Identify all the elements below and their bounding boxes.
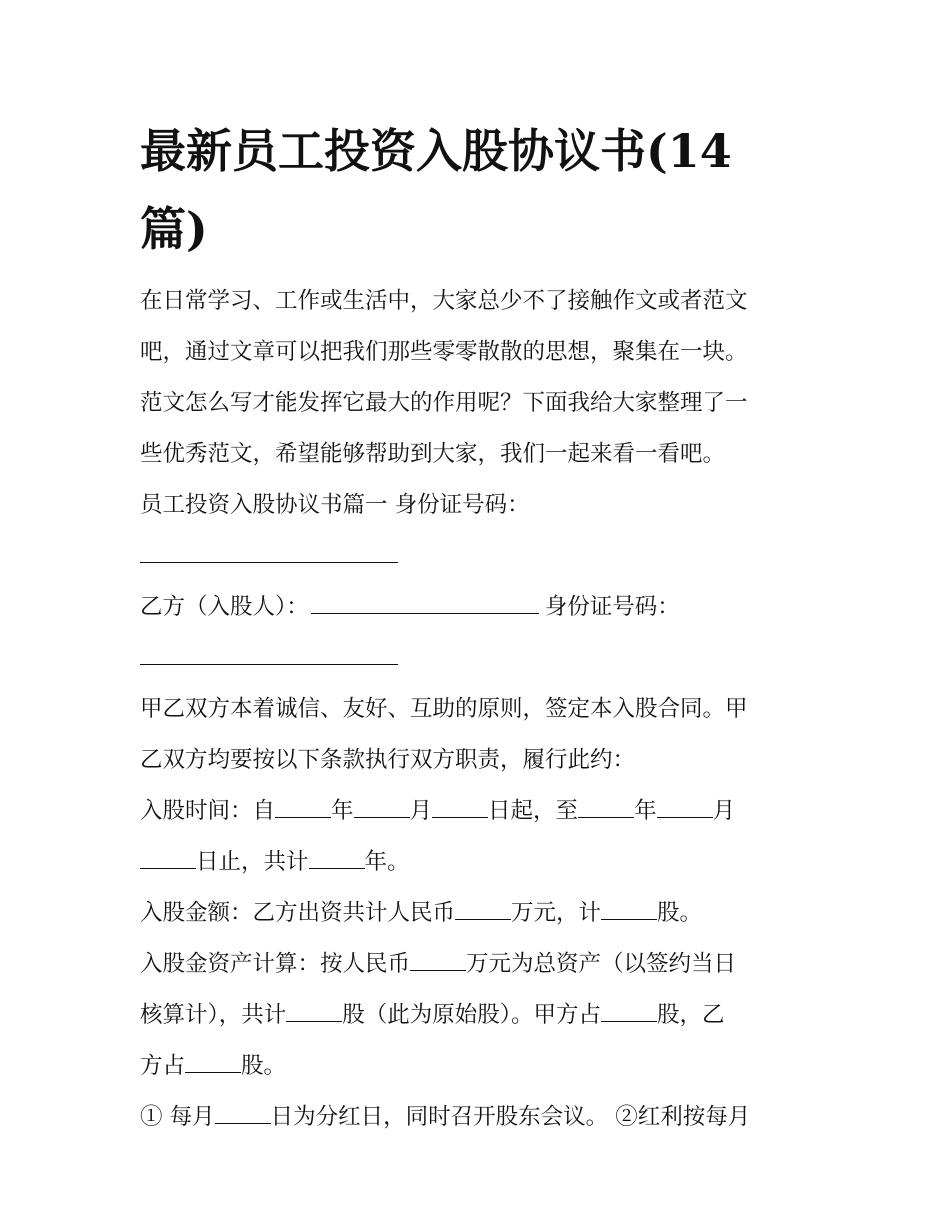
fill-in-blank	[185, 1071, 241, 1073]
asset-line2-a: 核算计），共计	[140, 1002, 287, 1028]
asset-label: 入股金资产计算：按人民币	[140, 951, 411, 977]
title-line-2: 篇)	[140, 202, 208, 256]
intro-line: 些优秀范文，希望能够帮助到大家，我们一起来看一看吧。	[140, 441, 726, 467]
id-label: 身份证号码：	[544, 594, 680, 620]
blank-line-id-a	[140, 531, 820, 582]
time-month-2: 月	[712, 798, 736, 824]
asset-line3-b: 股。	[241, 1053, 287, 1079]
fill-in-blank	[354, 816, 410, 818]
asset-clause-line-2	[140, 990, 820, 1041]
fill-in-blank	[410, 969, 466, 971]
amount-clause-line	[140, 888, 820, 939]
dividend-a: ① 每月	[140, 1104, 215, 1130]
time-day-start: 日起，至	[488, 798, 579, 824]
intro-line: 范文怎么写才能发挥它最大的作用呢？下面我给大家整理了一	[140, 390, 748, 416]
amount-label: 入股金额：乙方出资共计人民币	[140, 900, 456, 926]
document-title	[140, 112, 820, 268]
fill-in-blank	[657, 816, 713, 818]
fill-in-blank	[275, 816, 331, 818]
dividend-b: 日为分红日，同时召开股东会议。 ②红利按每月	[270, 1104, 751, 1130]
intro-line: 在日常学习、工作或生活中，大家总少不了接触作文或者范文	[140, 288, 748, 314]
fill-in-blank	[140, 867, 196, 869]
time-clause-line-2	[140, 837, 820, 888]
principle-line: 甲乙双方本着诚信、友好、互助的原则，签定本入股合同。甲	[140, 696, 748, 722]
fill-in-blank	[601, 1020, 657, 1022]
fill-in-blank	[215, 1122, 271, 1124]
section-heading: 员工投资入股协议书篇一 身份证号码：	[140, 492, 530, 518]
fill-in-blank	[601, 918, 657, 920]
fill-in-blank	[140, 561, 398, 563]
intro-line: 吧，通过文章可以把我们那些零零散散的思想，聚集在一块。	[140, 339, 748, 365]
time-year-2: 年	[634, 798, 657, 824]
dividend-clause-line	[140, 1092, 820, 1143]
time-month: 月	[409, 798, 433, 824]
fill-in-blank	[432, 816, 488, 818]
asset-line2-b: 股（此为原始股）。甲方占	[342, 1002, 602, 1028]
time-year: 年	[331, 798, 354, 824]
asset-line2-c: 股，乙	[657, 1002, 725, 1028]
blank-line-id-b	[140, 633, 820, 684]
time-clause-line-1	[140, 786, 820, 837]
fill-in-blank	[140, 663, 398, 665]
principle-line: 乙双方均要按以下条款执行双方职责，履行此约：	[140, 747, 636, 773]
fill-in-blank	[309, 867, 365, 869]
time-day-end: 日止，共计	[196, 849, 309, 875]
fill-in-blank	[455, 918, 511, 920]
fill-in-blank	[286, 1020, 342, 1022]
document-body	[140, 276, 820, 1143]
asset-clause-line-1	[140, 939, 820, 990]
asset-clause-line-3	[140, 1041, 820, 1092]
asset-unit: 万元为总资产（以签约当日	[466, 951, 737, 977]
asset-line3-a: 方占	[140, 1053, 186, 1079]
time-label: 入股时间：自	[140, 798, 276, 824]
amount-share: 股。	[657, 900, 703, 926]
party-b-label: 乙方（入股人）：	[140, 594, 309, 620]
fill-in-blank	[311, 612, 539, 614]
amount-unit: 万元，计	[511, 900, 602, 926]
party-b-line	[140, 582, 820, 633]
title-line-1: 最新员工投资入股协议书(14	[140, 124, 732, 178]
fill-in-blank	[578, 816, 634, 818]
time-year-3: 年。	[364, 849, 410, 875]
